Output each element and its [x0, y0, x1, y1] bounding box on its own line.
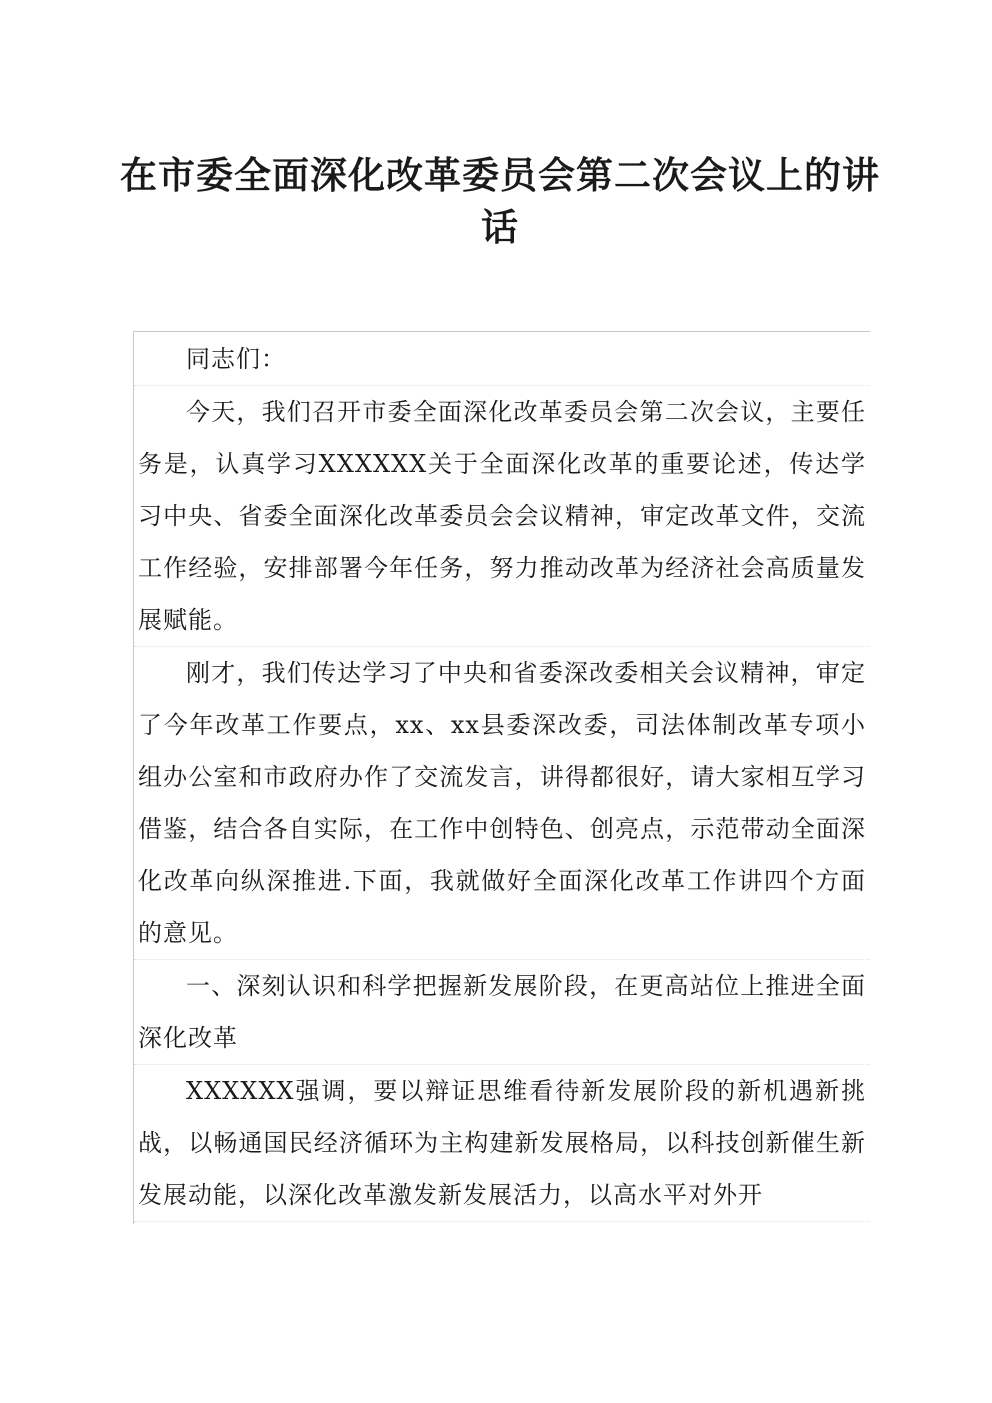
document-body: [133, 331, 870, 1224]
section-heading: 一、深刻认识和科学把握新发展阶段，在更高站位上推进全面深化改革: [134, 960, 870, 1065]
body-paragraph: 今天，我们召开市委全面深化改革委员会第二次会议，主要任务是，认真学习XXXXXX关于全面深化改革的重要论述，传达学习中央、省委全面深化改革委员会会议精神，审定改革文件，交流工作经验，安排部署今年任务，努力推动改革为经济社会高质量发展赋能。: [134, 386, 870, 647]
salutation-paragraph: 同志们：: [134, 332, 870, 386]
body-paragraph: XXXXXX强调，要以辩证思维看待新发展阶段的新机遇新挑战，以畅通国民经济循环为主构建新发展格局，以科技创新催生新发展动能，以深化改革激发新发展活力，以高水平对外开: [134, 1065, 870, 1222]
body-paragraph: 刚才，我们传达学习了中央和省委深改委相关会议精神，审定了今年改革工作要点，xx、xx县委深改委，司法体制改革专项小组办公室和市政府办作了交流发言，讲得都很好，请大家相互学习借鉴，结合各自实际，在工作中创特色、创亮点，示范带动全面深化改革向纵深推进.下面，我就做好全面深化改革工作讲四个方面的意见。: [134, 647, 870, 960]
document-title: 在市委全面深化改革委员会第二次会议上的讲话: [120, 154, 880, 249]
